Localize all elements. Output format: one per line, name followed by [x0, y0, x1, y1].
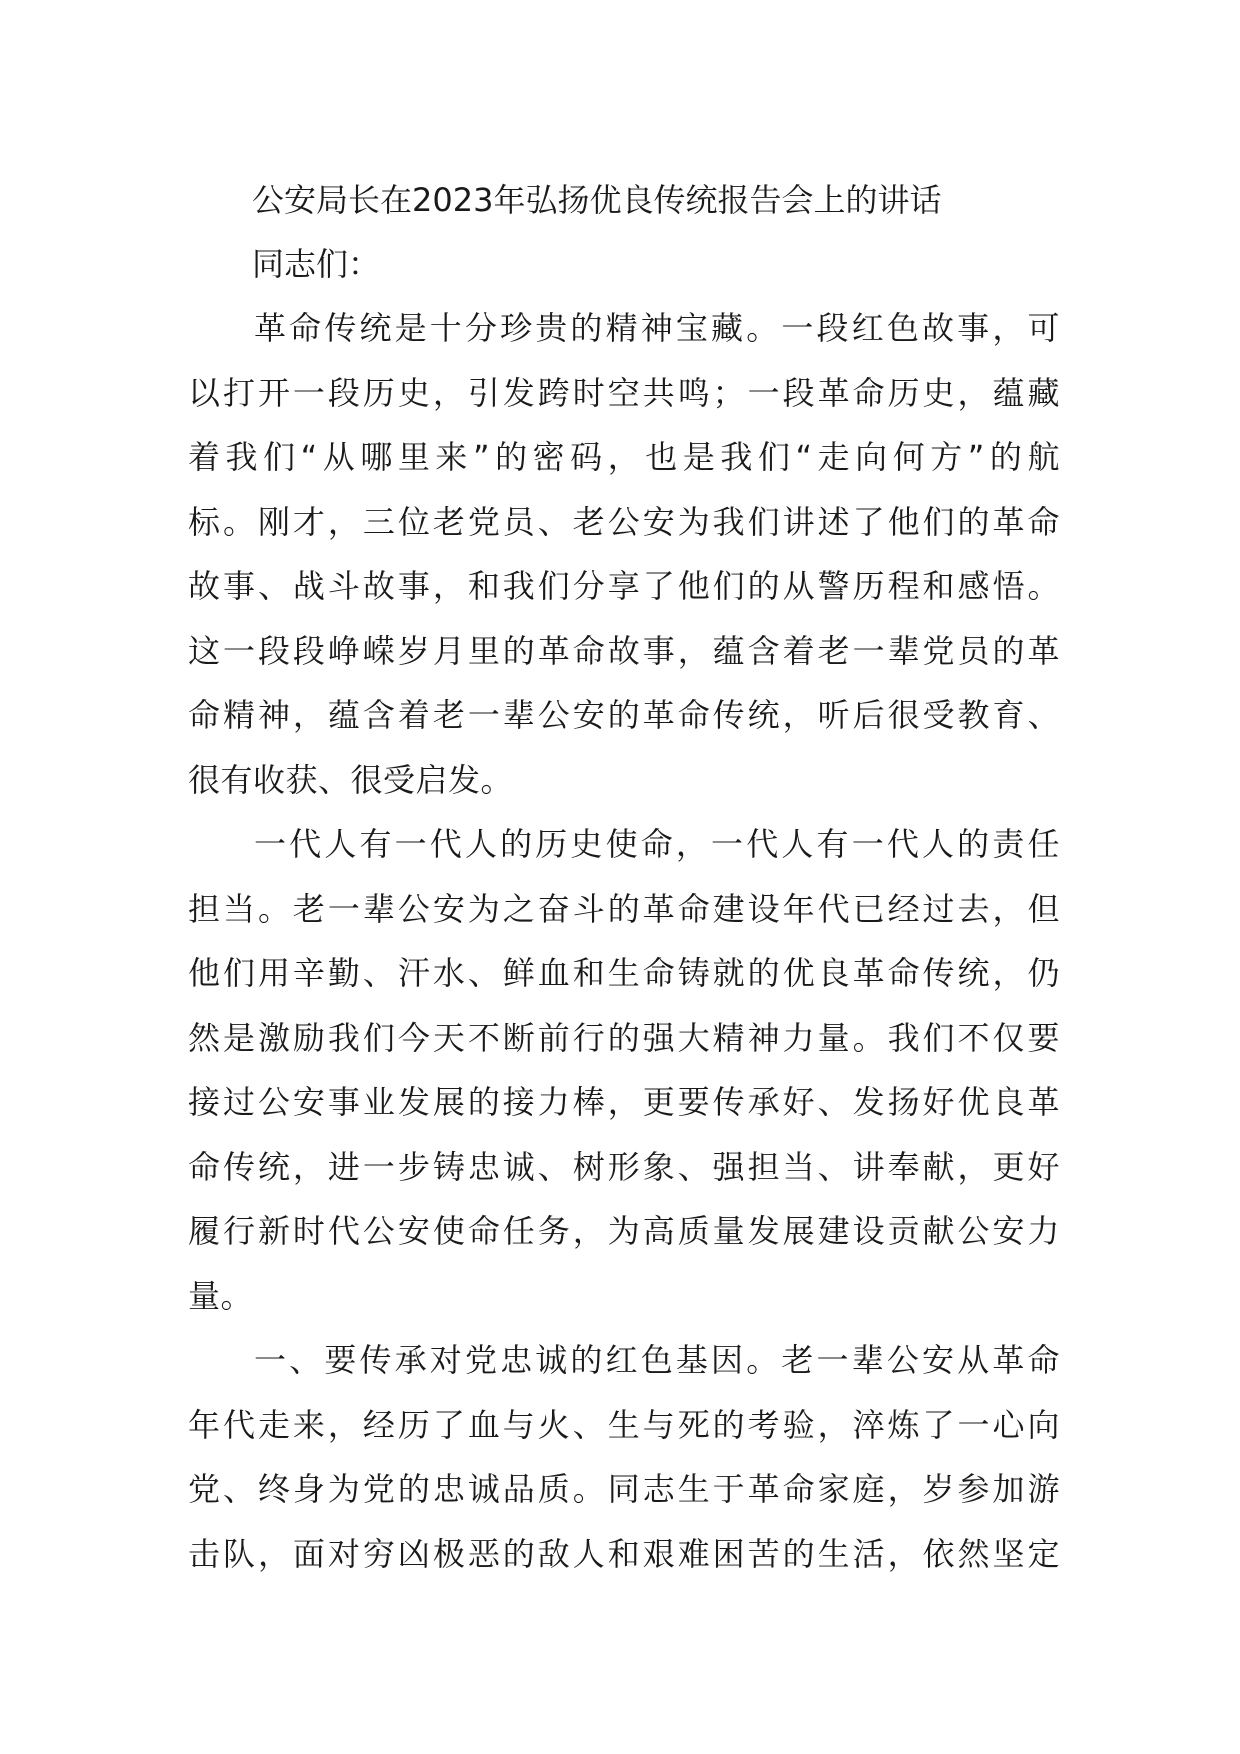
document-body: [188, 168, 1060, 1586]
paragraph-line: 标。刚才，三位老党员、老公安为我们讲述了他们的革命: [188, 502, 1060, 541]
paragraph: [188, 812, 1060, 1328]
paragraph: [188, 1328, 1060, 1586]
paragraph-line: 命传统，进一步铸忠诚、树形象、强担当、讲奉献，更好: [188, 1147, 1060, 1186]
paragraph-line: 然是激励我们今天不断前行的强大精神力量。我们不仅要: [188, 1018, 1060, 1057]
paragraph-line: 命精神，蕴含着老一辈公安的革命传统，听后很受教育、: [188, 696, 1060, 734]
salutation: 同志们：: [252, 245, 381, 283]
paragraph-line: 很有收获、很受启发。: [188, 760, 514, 799]
paragraph-line: 担当。老一辈公安为之奋斗的革命建设年代已经过去，但: [188, 889, 1060, 928]
paragraph-line: 年代走来，经历了血与火、生与死的考验，淬炼了一心向: [188, 1405, 1060, 1444]
paragraph-line: 一代人有一代人的历史使命，一代人有一代人的责任: [254, 825, 1060, 863]
paragraph-line: 量。: [188, 1276, 254, 1315]
paragraph-line: 履行新时代公安使命任务，为高质量发展建设贡献公安力: [188, 1212, 1060, 1250]
paragraph-line: 革命传统是十分珍贵的精神宝藏。一段红色故事，可: [254, 309, 1060, 347]
paragraph-line: 党、终身为党的忠诚品质。同志生于革命家庭，岁参加游: [188, 1470, 1060, 1508]
paragraph-line: 一、要传承对党忠诚的红色基因。老一辈公安从革命: [254, 1341, 1060, 1379]
paragraph: [188, 296, 1060, 812]
paragraph-line: 这一段段峥嵘岁月里的革命故事，蕴含着老一辈党员的革: [188, 631, 1060, 670]
paragraph-line: 接过公安事业发展的接力棒，更要传承好、发扬好优良革: [188, 1083, 1060, 1121]
paragraph-line: 以打开一段历史，引发跨时空共鸣；一段革命历史，蕴藏: [188, 373, 1060, 412]
paragraph-line: 他们用辛勤、汗水、鲜血和生命铸就的优良革命传统，仍: [188, 954, 1060, 992]
document-title: 公安局长在2023年弘扬优良传统报告会上的讲话: [252, 181, 942, 219]
paragraph-line: 故事、战斗故事，和我们分享了他们的从警历程和感悟。: [188, 567, 1060, 605]
paragraph-line: 击队，面对穷凶极恶的敌人和艰难困苦的生活，依然坚定: [188, 1534, 1060, 1573]
paragraph-line: 着我们“从哪里来”的密码，也是我们“走向何方”的航: [188, 438, 1060, 476]
